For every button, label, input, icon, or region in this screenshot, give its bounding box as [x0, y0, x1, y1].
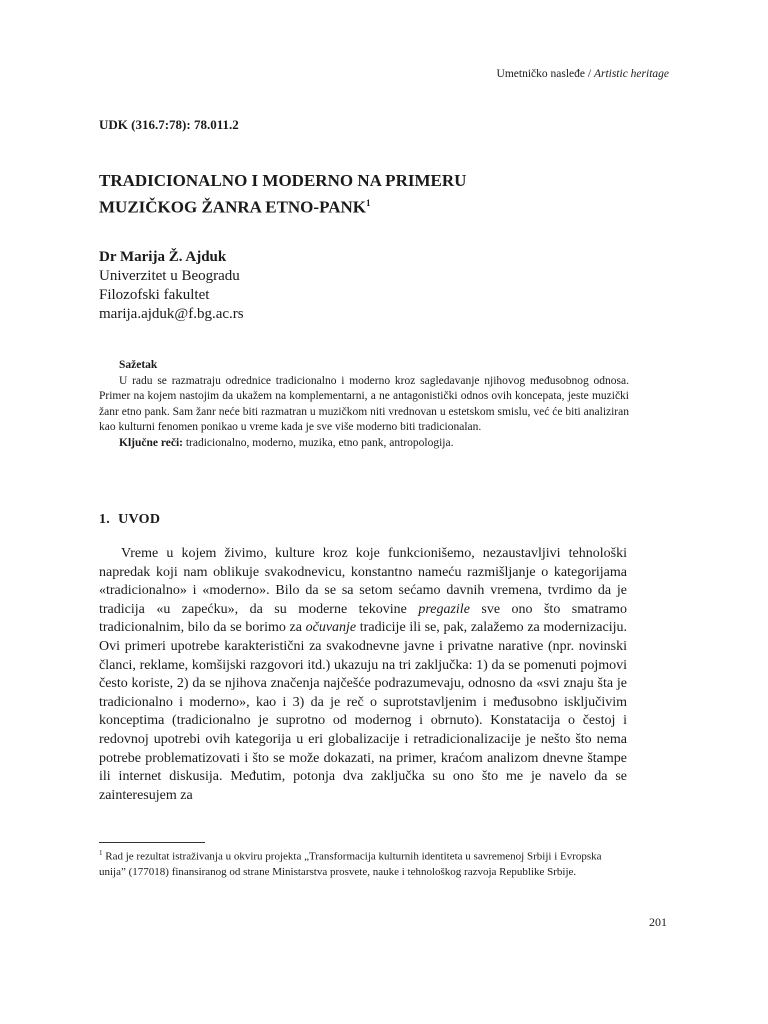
- title-footnote-mark: 1: [365, 198, 371, 208]
- footnote-text: Rad je rezultat istraživanja u okviru projekta „Transformacija kulturnih identiteta u savremenoj Srbiji i Evropska unija” (177018) finansiranog od strane Ministarstva prosvete, nauke i tehnološkog razvoja Republike Srbije.: [99, 850, 602, 879]
- author-name: Dr Marija Ž. Ajduk: [99, 249, 227, 265]
- section-title: UVOD: [118, 512, 161, 527]
- running-head-english: Artistic heritage: [593, 68, 669, 80]
- udk-classification: UDK (316.7:78): 78.011.2: [99, 117, 239, 132]
- title-line-1: TRADICIONALNO I MODERNO NA PRIMERU: [99, 171, 467, 190]
- body-part-3: tradicije ili se, pak, zalažemo za modernizaciju. Ovi primeri upotrebe karakteristični za svakodnevne javne i privatne narative (npr. novinski članci, reklame, komšijski razgovori itd.) ukazuju na tri zaključka: 1) da se pomenuti pojmovi često koriste, 2) da se njihova značenja najčešće podrazumevaju, odnosno da «svi znaju šta je tradicionalno i moderno», kao i 3) da je reč o suprotstavljenim i međusobno isključivim konceptima (tradicionalno je suprotno od modernog i obrnuto). Konstatacija o čestoj i redovnoj upotrebi ovih kategorija u eri globalizacije i retradicionalizacije je nešto što nema potrebe problematizovati i što se može dokazati, na primer, kraćom analizom dnevne štampe ili internet diskusija. Međutim, potonja dva zaključka su ono što me je navelo da se zainteresujem za: [99, 620, 627, 803]
- title-line-2: MUZIČKOG ŽANRA ETNO-PANK: [99, 197, 366, 217]
- author-faculty: Filozofski fakultet: [99, 287, 210, 303]
- author-block: [99, 248, 244, 324]
- keywords-label: Ključne reči:: [119, 436, 183, 449]
- section-number: 1.: [99, 512, 111, 527]
- footnote-mark: 1: [99, 849, 103, 857]
- abstract-text: U radu se razmatraju odrednice tradicionalno i moderno kroz sagledavanje njihovog međusobnog odnosa. Primer na kojem nastojim da ukažem na komplementarni, a ne antagonistički odnos ovih koncepata, jeste muzički žanr etno pank. Sam žanr neće biti razmatran u muzičkom niti vrednovan u estetskom smislu, već će biti analiziran kao kulturni fenomen ponikao u vreme kada je sve više moderno biti tradicionalan.: [99, 374, 629, 433]
- body-emphasis-2: očuvanje: [305, 620, 357, 636]
- body-part-1: Vreme u kojem živimo, kulture kroz koje funkcionišemo, nezaustavljivi tehnološki napredak koji nam oblikuje svakodnevicu, konstantno nameću razmišljanje o kategorijama «tradicionalno» i «moderno». Bilo da se sa setom sećamo davnih vremena, tvrdimo da je tradicija «u zapećku», da su moderne tekovine: [99, 546, 627, 617]
- body-emphasis-1: pregazile: [418, 601, 470, 617]
- abstract: [99, 358, 629, 451]
- body-part-2: sve ono što smatramo tradicionalnim, bilo da se borimo za: [99, 601, 627, 636]
- abstract-heading: Sažetak: [119, 359, 158, 371]
- page-number: 201: [649, 915, 667, 929]
- footnote-divider: [99, 842, 205, 843]
- running-head-serbian: Umetničko nasleđe /: [496, 68, 592, 80]
- author-university: Univerzitet u Beogradu: [99, 268, 240, 284]
- section-heading: [99, 512, 160, 528]
- keywords-list: tradicionalno, moderno, muzika, etno pank, antropologija.: [182, 436, 454, 449]
- author-email: marija.ajduk@f.bg.ac.rs: [99, 306, 244, 322]
- running-head: [497, 68, 669, 80]
- keywords: [99, 436, 629, 452]
- footnote: [99, 846, 629, 881]
- article-title: [99, 170, 619, 219]
- body-paragraph: [99, 545, 627, 805]
